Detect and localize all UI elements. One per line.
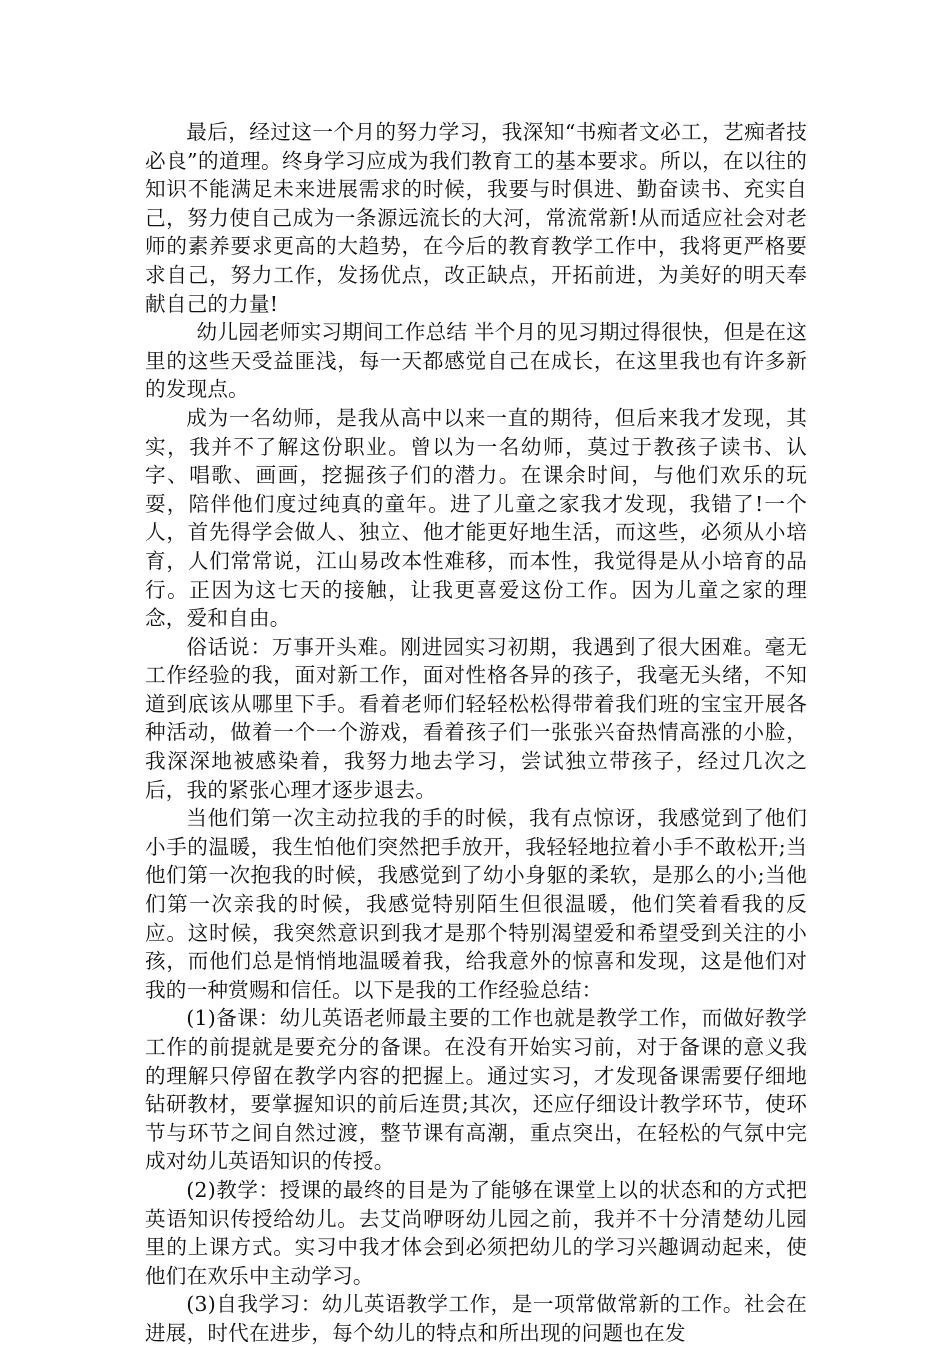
document-body bbox=[145, 118, 807, 1348]
paragraph-becoming-teacher: 成为一名幼师，是我从高中以来一直的期待，但后来我才发现，其实，我并不了解这份职业。曾以为一名幼师，莫过于教孩子读书、认字、唱歌、画画，挖掘孩子们的潜力。在课余时间，与他们欢乐的玩耍，陪伴他们度过纯真的童年。进了儿童之家我才发现，我错了!一个人，首先得学会做人、独立、他才能更好地生活，而这些，必须从小培育，人们常常说，江山易改本性难移，而本性，我觉得是从小培育的品行。正因为这七天的接触，让我更喜爱这份工作。因为儿童之家的理念，爱和自由。 bbox=[145, 405, 807, 631]
paragraph-summary-title: 幼儿园老师实习期间工作总结 半个月的见习期过得很快，但是在这里的这些天受益匪浅，每一天都感觉自己在成长，在这里我也有许多新的发现点。 bbox=[145, 320, 807, 402]
paragraph-self-study: (3)自我学习：幼儿英语教学工作，是一项常做常新的工作。社会在进展，时代在进步，每个幼儿的特点和所出现的问题也在发 bbox=[145, 1292, 807, 1345]
paragraph-lesson-prep: (1)备课：幼儿英语老师最主要的工作也就是教学工作，而做好教学工作的前提就是要充分的备课。在没有开始实习前，对于备课的意义我的理解只停留在教学内容的把握上。通过实习，才发现备课需要仔细地钻研教材，要掌握知识的前后连贯;其次，还应仔细设计教学环节，使环节与环节之间自然过渡，整节课有高潮，重点突出，在轻松的气氛中完成对幼儿英语知识的传授。 bbox=[145, 1006, 807, 1174]
paragraph-teaching: (2)教学：授课的最终的目是为了能够在课堂上以的状态和的方式把英语知识传授给幼儿。去艾尚咿呀幼儿园之前，我并不十分清楚幼儿园里的上课方式。实习中我才体会到必须把幼儿的学习兴趣调动起来，使他们在欢乐中主动学习。 bbox=[145, 1177, 807, 1288]
paragraph-beginning-difficult: 俗话说：万事开头难。刚进园实习初期，我遇到了很大困难。毫无工作经验的我，面对新工作，面对性格各异的孩子，我毫无头绪，不知道到底该从哪里下手。看着老师们轻轻松松得带着我们班的宝宝开展各种活动，做着一个一个游戏，看着孩子们一张张兴奋热情高涨的小脸，我深深地被感染着，我努力地去学习，尝试独立带孩子，经过几次之后，我的紧张心理才逐步退去。 bbox=[145, 634, 807, 802]
paragraph-conclusion: 最后，经过这一个月的努力学习，我深知“书痴者文必工，艺痴者技必良”的道理。终身学习应成为我们教育工的基本要求。所以，在以往的知识不能满足未来进展需求的时候，我要与时俱进、勤奋读书、充实自己，努力使自己成为一条源远流长的大河，常流常新!从而适应社会对老师的素养要求更高的大趋势，在今后的教育教学工作中，我将更严格要求自己，努力工作，发扬优点，改正缺点，开拓前进，为美好的明天奉献自己的力量! bbox=[145, 120, 807, 316]
paragraph-first-time: 当他们第一次主动拉我的手的时候，我有点惊讶，我感觉到了他们小手的温暖，我生怕他们突然把手放开，我轻轻地拉着小手不敢松开;当他们第一次抱我的时候，我感觉到了幼小身躯的柔软，是那么的小;当他们第一次亲我的时候，我感觉特别陌生但很温暖，他们笑着看我的反应。这时候，我突然意识到我才是那个特别渴望爱和希望受到关注的小孩，而他们总是悄悄地温暖着我，给我意外的惊喜和发现，这是他们对我的一种赏赐和信任。以下是我的工作经验总结： bbox=[145, 806, 807, 1002]
